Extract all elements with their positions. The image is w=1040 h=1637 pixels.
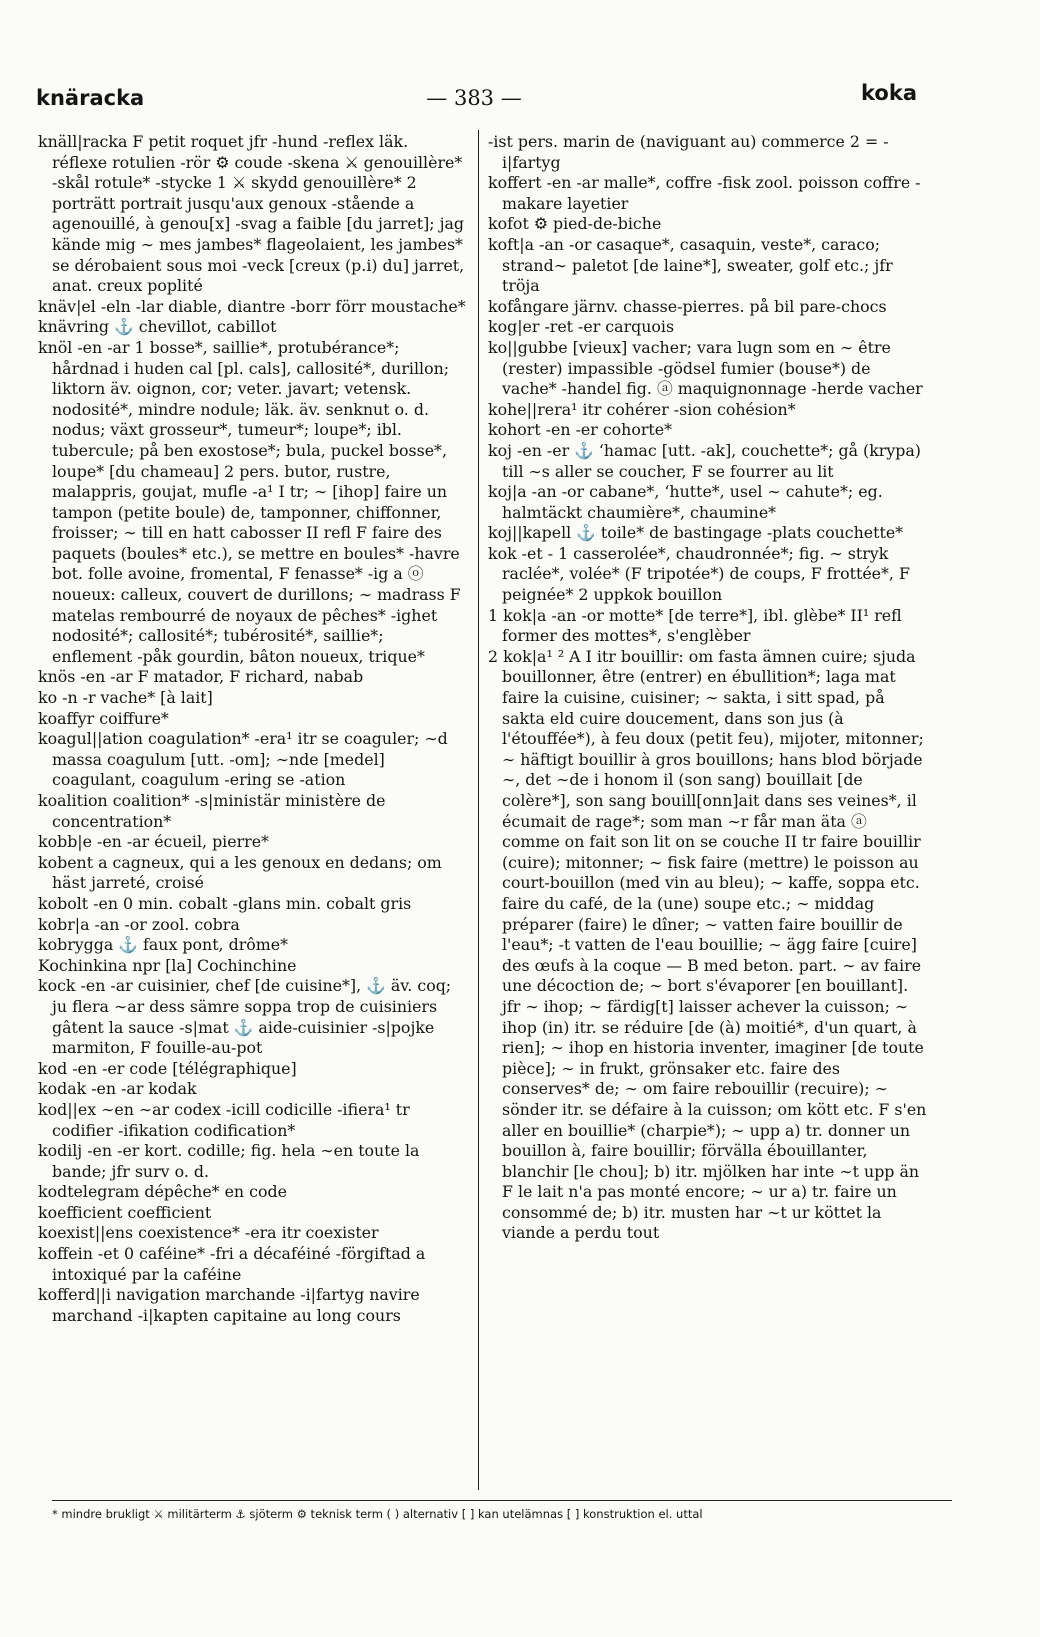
dictionary-entry: koefficient coefficient (38, 1202, 212, 1222)
dictionary-entry: kofångare järnv. chasse-pierres. på bil pare-chocs (488, 296, 887, 316)
column-divider (478, 130, 479, 1490)
dictionary-entry: kohort -en -er cohorte* (488, 420, 673, 440)
dictionary-entry: kobrygga ⚓ faux pont, drôme* (38, 935, 288, 955)
dictionary-entry: kog|er -ret -er carquois (488, 317, 675, 337)
left-guide-word: knäracka (36, 86, 145, 110)
dictionary-entry: Kochinkina npr [la] Cochinchine (38, 955, 297, 975)
dictionary-entry: koj|a -an -or cabane*, ʻhutte*, usel ∼ cahute*; eg. halmtäckt chaumière*, chaumine* (488, 482, 883, 522)
dictionary-entry: koalition coalition* -s|ministär ministère de concentration* (38, 791, 386, 831)
dictionary-entry: koj -en -er ⚓ ʻhamac [utt. -ak], couchette*; gå (krypa) till ∼s aller se coucher, F se fourrer au lit (488, 440, 921, 481)
dictionary-entry: knös -en -ar F matador, F richard, nabab (38, 667, 364, 687)
page-header (36, 78, 917, 118)
dictionary-entry: koexist||ens coexistence* -era itr coexister (38, 1223, 379, 1243)
abbreviation-legend: * mindre brukligt ⚔ militärterm ⚓ sjöterm ⚙ teknisk term ( ) alternativ [ ] kan utelämnas [ ] konstruktion el. uttal (52, 1500, 952, 1521)
dictionary-entry: kofferd||i navigation marchande -i|fartyg navire marchand -i|kapten capitaine au long cours (38, 1285, 420, 1325)
dictionary-entry: koagul||ation coagulation* -era¹ itr se coaguler; ∼d massa coagulum [utt. -om]; ∼nde [medel] coagulant, coagulum -ering se -ation (38, 729, 448, 790)
dictionary-entry: kofot ⚙ pied-de-biche (488, 214, 662, 234)
dictionary-entry: koj||kapell ⚓ toile* de bastingage -plats couchette* (488, 523, 904, 543)
page-number: — 383 — (426, 86, 522, 110)
dictionary-entry: knäll|racka F petit roquet jfr -hund -reflex läk. réflexe rotulien -rör ⚙ coude -skena ⚔ genouillère* -skål rotule* -stycke 1 ⚔ skydd genouillère* 2 porträtt portrait jusqu'aux genoux -stående a agenouillé, à genou[x] -svag a faible [du jarret]; jag kände mig ∼ mes jambes* flageolaient, les jambes* se dérobaient sous moi -veck [creux (p.i) du] jarret, anat. creux poplité (38, 132, 465, 296)
dictionary-entry: kodtelegram dépêche* en code (38, 1182, 287, 1202)
dictionary-entry: kock -en -ar cuisinier, chef [de cuisine*], ⚓ äv. coq; ju flera ∼ar dess sämre soppa trop de cuisiniers gâtent la sauce -s|mat ⚓ aide-cuisinier -s|pojke marmiton, F fouille-au-pot (38, 976, 452, 1058)
dictionary-entry: kod||ex ∼en ∼ar codex -icill codicille -ifiera¹ tr codifier -ifikation codification* (38, 1099, 410, 1140)
dictionary-entry: koaffyr coiffure* (38, 708, 169, 728)
dictionary-entry: kod -en -er code [télégraphique] (38, 1058, 297, 1078)
dictionary-entry: knöl -en -ar 1 bosse*, saillie*, protubérance*; hårdnad i huden cal [pl. cals], callosité*, durillon; liktorn äv. oignon, cor; veter. javart; vetensk. nodosité*, mindre nodule; läk. äv. senknut o. d. nodus; växt grosseur*, tumeur*; loupe*; ibl. tubercule; på ben exostose*; bula, puckel bosse*, loupe* [du chameau] 2 pers. butor, rustre, malappris, goujat, mufle -a¹ I tr; ∼ [ihop] faire un tampon (petite boule) de, tamponner, chiffonner, froisser; ∼ till en hatt cabosser II refl F faire des paquets (boules* etc.), se mettre en boules* -havre bot. folle avoine, fromental, F fenasse* -ig a ⓞ noueux: calleux, couvert de durillons; ∼ madrass F matelas rembourré de noyaux de pêches* -ighet nodosité*; callosité*; tubérosité*, saillie*; enflement -påk gourdin, bâton noueux, trique* (38, 337, 461, 666)
dictionary-entry: 2 kok|a¹ ² A I itr bouillir: om fasta ämnen cuire; sjuda bouillonner, être (entrer) en ébullition*; laga mat faire la cuisine, cuisiner; ∼ sakta, i sitt spad, på sakta eld cuire doucement, dans son jus (à l'étouffée*), à feu doux (petit feu), mijoter, mitonner; ∼ häftigt bouillir à gros bouillons; hans blod började ∼, det ∼de i honom il (son sang) bouillait [de colère*], son sang bouill[onn]ait dans ses veines*, il écumait de rage*; som man ∼r får man äta ⓐ comme on fait son lit on se couche II tr faire bouillir (cuire); mitonner; ∼ fisk faire (mettre) le poisson au court-bouillon (med vin au bleu); ∼ kaffe, soppa etc. faire du café, de la (une) soupe etc.; ∼ middag préparer (faire) le dîner; ∼ vatten faire bouillir de l'eau*; -t vatten de l'eau bouillie; ∼ ägg faire [cuire] des œufs à la coque — B med beton. part. ∼ av faire une décoction de; ∼ bort s'évaporer [en bouillant]. jfr ∼ ihop; ∼ färdig[t] laisser achever la cuisson; ∼ ihop (in) itr. se réduire [de (à) moitié*, d'un quart, à rien]; ∼ ihop en historia inventer, imaginer [de toute pièce]; ∼ in frukt, grönsaker etc. faire des conserves* de; ∼ om faire rebouillir (recuire); ∼ sönder itr. se défaire à la cuisson; om kött etc. F s'en aller en bouillie* (charpie*); ∼ upp a) tr. donner un bouillon à, faire bouillir; förvälla ébouillanter, blanchir [le chou]; b) itr. mjölken har inte ∼t upp än F le lait n'a pas monté encore; ∼ ur a) tr. faire un consommé de; b) itr. musten har ∼t ur köttet la viande a perdu tout (488, 646, 927, 1243)
dictionary-entry: kobent a cagneux, qui a les genoux en dedans; om häst jarreté, croisé (38, 852, 442, 893)
dictionary-entry: kok -et - 1 casserolée*, chaudronnée*; fig. ∼ stryk raclée*, volée* (F tripotée*) de coups, F frottée*, F peignée* 2 uppkok bouillon (488, 543, 910, 605)
dictionary-entry: kodilj -en -er kort. codille; fig. hela ∼en toute la bande; jfr surv o. d. (38, 1141, 420, 1181)
dictionary-entry: koffert -en -ar malle*, coffre -fisk zool. poisson coffre -makare layetier (488, 173, 921, 213)
dictionary-entry: kobr|a -an -or zool. cobra (38, 914, 240, 934)
dictionary-entry: -ist pers. marin de (naviguant au) commerce 2 = -i|fartyg (488, 132, 889, 172)
right-guide-word: koka (861, 81, 917, 105)
dictionary-entry: kodak -en -ar kodak (38, 1079, 197, 1099)
dictionary-entry: kobb|e -en -ar écueil, pierre* (38, 832, 269, 852)
dictionary-entry: kobolt -en 0 min. cobalt -glans min. cobalt gris (38, 893, 412, 913)
right-column (488, 132, 928, 1244)
left-column (38, 132, 468, 1326)
dictionary-entry: 1 kok|a -an -or motte* [de terre*], ibl. glèbe* II¹ refl former des mottes*, s'englèber (488, 605, 902, 646)
dictionary-entry: knävring ⚓ chevillot, cabillot (38, 317, 277, 337)
dictionary-entry: koffein -et 0 caféine* -fri a décaféiné -förgiftad a intoxiqué par la caféine (38, 1244, 426, 1284)
dictionary-entry: kohe||rera¹ itr cohérer -sion cohésion* (488, 399, 796, 419)
dictionary-entry: ko||gubbe [vieux] vacher; vara lugn som en ∼ être (rester) impassible -gödsel fumier (bouse*) de vache* -handel fig. ⓐ maquignonnage -herde vacher (488, 337, 923, 399)
dictionary-entry: knäv|el -eln -lar diable, diantre -borr förr moustache* (38, 296, 466, 316)
dictionary-entry: koft|a -an -or casaque*, casaquin, veste*, caraco; strand∼ paletot [de laine*], sweater, golf etc.; jfr tröja (488, 234, 893, 296)
dictionary-entry: ko -n -r vache* [à lait] (38, 688, 213, 708)
